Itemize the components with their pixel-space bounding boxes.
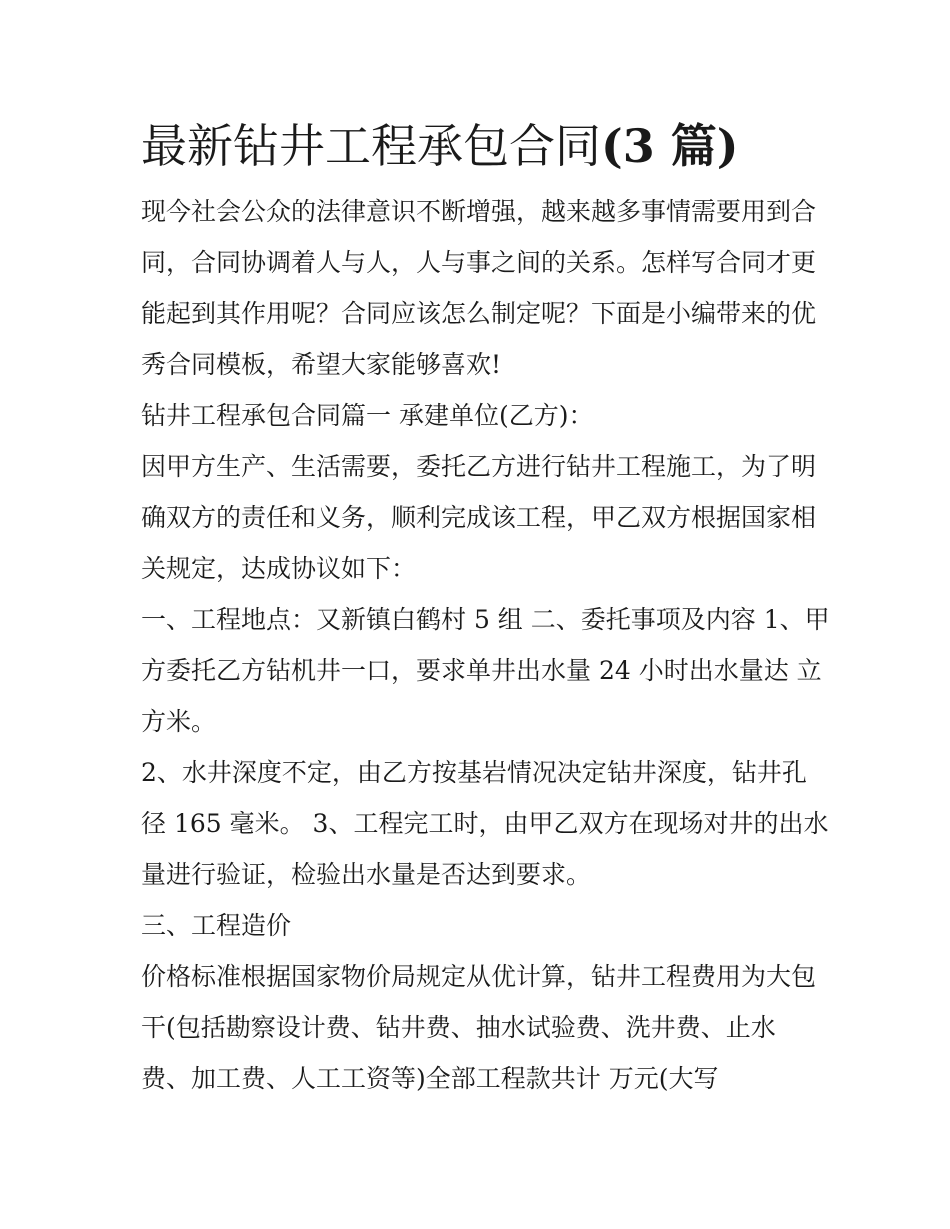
title-suffix: (3 篇) — [601, 119, 739, 173]
document-page — [141, 110, 830, 1104]
text-line: 方委托乙方钻机井一口，要求单井出水量 24 小时出水量达 立 — [141, 656, 822, 685]
text-line: 一、工程地点：又新镇白鹤村 5 组 二、委托事项及内容 1、甲 — [141, 605, 830, 634]
text-line: 因甲方生产、生活需要，委托乙方进行钻井工程施工，为了明 — [141, 452, 817, 481]
text-line: 现今社会公众的法律意识不断增强，越来越多事情需要用到合 — [141, 197, 817, 226]
document-title — [141, 110, 821, 182]
text-line: 能起到其作用呢？合同应该怎么制定呢？下面是小编带来的优 — [141, 299, 817, 328]
text-line: 干(包括勘察设计费、钻井费、抽水试验费、洗井费、止水 — [141, 1013, 776, 1042]
text-line: 方米。 — [141, 707, 217, 736]
text-line: 径 165 毫米。 3、工程完工时，由甲乙双方在现场对井的出水 — [141, 809, 829, 838]
text-line: 费、加工费、人工工资等)全部工程款共计 万元(大写 — [141, 1064, 719, 1093]
text-line: 2、水井深度不定，由乙方按基岩情况决定钻井深度，钻井孔 — [141, 758, 807, 787]
section-heading-cost: 三、工程造价 — [141, 911, 292, 940]
text-line: 量进行验证，检验出水量是否达到要求。 — [141, 860, 592, 889]
text-line: 关规定，达成协议如下： — [141, 554, 417, 583]
text-line: 秀合同模板，希望大家能够喜欢! — [141, 350, 502, 379]
section-heading-contract-one: 钻井工程承包合同篇一 承建单位(乙方)： — [141, 401, 594, 430]
text-line: 确双方的责任和义务，顺利完成该工程，甲乙双方根据国家相 — [141, 503, 817, 532]
title-main: 最新钻井工程承包合同 — [141, 119, 601, 173]
text-line: 价格标准根据国家物价局规定从优计算，钻井工程费用为大包 — [141, 962, 817, 991]
text-line: 同，合同协调着人与人，人与事之间的关系。怎样写合同才更 — [141, 248, 817, 277]
